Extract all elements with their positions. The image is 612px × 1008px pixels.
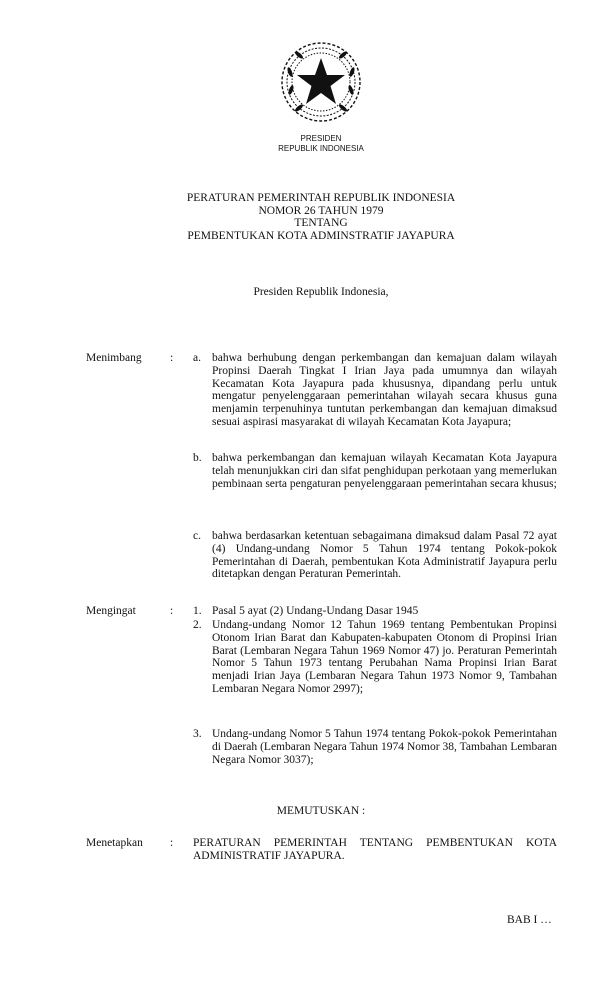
header-line-presiden: PRESIDEN [300, 134, 342, 143]
mengingat-item-2: Undang-undang Nomor 12 Tahun 1969 tentang Pembentukan Propinsi Otonom Irian Barat dan Kabupaten-kabupaten Otonom di Propinsi Irian Barat (Lembaran Negara Tahun 1969 Nomor 47) jo. Peraturan Pemerintah Nomor 5 Tahun 1973 tentang Perubahan Nama Propinsi Irian Barat menjadi Irian Jaya (Lembaran Negara Tahun 1973 Nomor 9, Tambahan Lembaran Negara Nomor 2997); [212, 619, 557, 695]
presidential-emblem [277, 38, 365, 126]
mengingat-item-3-marker: 3. [193, 728, 202, 740]
menimbang-item-b-marker: b. [193, 452, 202, 464]
menetapkan-colon: : [170, 837, 174, 849]
mengingat-item-1-marker: 1. [193, 605, 202, 617]
mengingat-item-1: Pasal 5 ayat (2) Undang-Undang Dasar 1945 [212, 605, 419, 617]
document-title [0, 192, 612, 242]
title-line-2: NOMOR 26 TAHUN 1979 [258, 204, 384, 217]
opening-line: Presiden Republik Indonesia, [253, 286, 389, 298]
memutuskan-heading: MEMUTUSKAN : [276, 805, 366, 817]
mengingat-colon: : [170, 605, 174, 617]
menimbang-item-a-marker: a. [193, 352, 201, 364]
menimbang-item-a: bahwa berhubung dengan perkembangan dan kemajuan dalam wilayah Propinsi Daerah Tingkat I Irian Jaya pada umumnya dan wilayah Kecamatan Kota Jayapura pada khususnya, dipandang perlu untuk mengatur penyelenggaraan pemerintahan wilayah secara khusus guna menjamin terpenuhinya tuntutan perkembangan dan kemajuan dimaksud sesuai aspirasi masyarakat di wilayah Kecamatan Kota Jayapura; [212, 352, 557, 428]
menimbang-label: Menimbang [86, 352, 142, 364]
menimbang-colon: : [170, 352, 174, 364]
title-line-3: TENTANG [294, 217, 348, 229]
page-continuation: BAB I … [507, 914, 552, 926]
mengingat-item-3: Undang-undang Nomor 5 Tahun 1974 tentang Pokok-pokok Pemerintahan di Daerah (Lembaran Negara Tahun 1974 Nomor 38, Tambahan Lembaran Negara Nomor 3037); [212, 728, 557, 766]
mengingat-label: Mengingat [86, 605, 136, 617]
title-line-1: PERATURAN PEMERINTAH REPUBLIK INDONESIA [186, 192, 456, 204]
header-line-republik: REPUBLIK INDONESIA [278, 144, 364, 153]
star-wreath-icon [277, 38, 365, 126]
title-line-4: PEMBENTUKAN KOTA ADMINSTRATIF JAYAPURA [187, 229, 455, 242]
menimbang-item-c: bahwa berdasarkan ketentuan sebagaimana dimaksud dalam Pasal 72 ayat (4) Undang-undang Nomor 5 Tahun 1974 tentang Pokok-pokok Pemerintahan di Daerah, pembentukan Kota Administratif Jayapura perlu ditetapkan dengan Peraturan Pemerintah. [212, 530, 557, 581]
mengingat-item-2-marker: 2. [193, 619, 202, 631]
menimbang-item-b: bahwa perkembangan dan kemajuan wilayah Kecamatan Kota Jayapura telah menunjukkan ciri dan sifat penghidupan perkotaan yang memerlukan pembinaan serta pengaturan penyelenggaraan pemerintahan secara khusus; [212, 452, 557, 490]
menimbang-item-c-marker: c. [193, 530, 201, 542]
menetapkan-label: Menetapkan [86, 837, 143, 849]
menetapkan-text: PERATURAN PEMERINTAH TENTANG PEMBENTUKAN KOTA ADMINISTRATIF JAYAPURA. [193, 837, 557, 862]
